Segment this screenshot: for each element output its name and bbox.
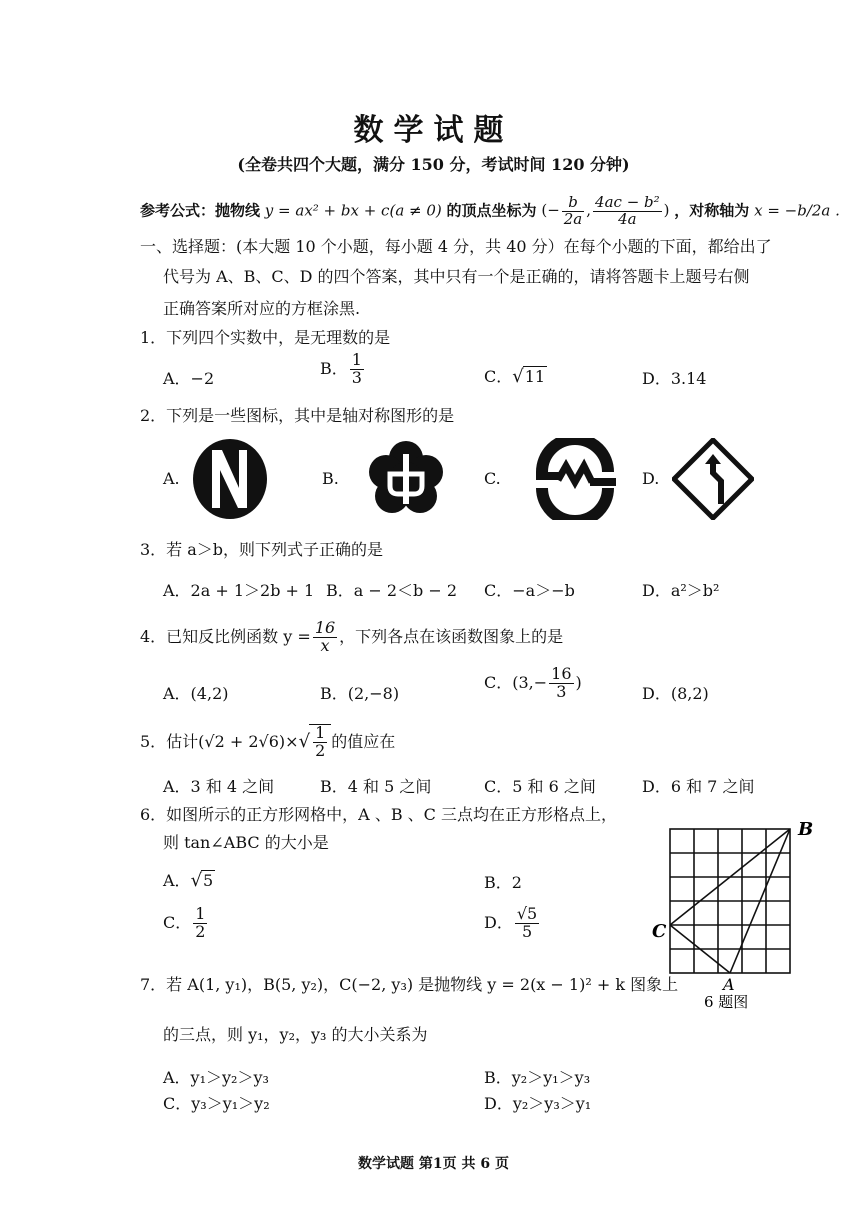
- q4-stem: [140, 620, 563, 655]
- q4-option-a: A．(4,2): [163, 684, 229, 703]
- formula-prefix: 参考公式：抛物线: [140, 201, 261, 220]
- q4-stem-post: ，下列各点在该函数图象上的是: [339, 626, 564, 646]
- q4-c-numerator: 16: [551, 664, 572, 683]
- section-heading-line3: 正确答案所对应的方框涂黑.: [163, 299, 361, 318]
- q3-option-a: A．2a + 1＞2b + 1: [163, 581, 315, 600]
- q6-option-c-label: C．: [163, 912, 192, 932]
- q1-option-a: A．−2: [163, 369, 215, 388]
- q6-d-numerator: √5: [516, 904, 538, 923]
- q2-option-b: B.: [322, 469, 339, 488]
- exam-info: (全卷共四个大题，满分 150 分，考试时间 120 分钟): [237, 155, 630, 174]
- page-footer: 数学试题 第1页 共 6 页: [358, 1156, 509, 1172]
- q2-option-a: A.: [163, 469, 180, 488]
- metro-logo-icon: [532, 438, 618, 520]
- grid-lines: [670, 829, 790, 973]
- q6-option-a: A．√5: [163, 870, 214, 891]
- page-title: 数学试题: [353, 113, 514, 148]
- q5-stem-post: 的值应在: [331, 731, 396, 751]
- q5-option-b: B．4 和 5 之间: [320, 777, 432, 796]
- point-a-label: A: [723, 975, 735, 994]
- q3-option-c: C．−a＞−b: [484, 581, 575, 600]
- formula-vertex-text: 的顶点坐标为: [446, 201, 537, 220]
- point-c-label: C: [652, 921, 667, 942]
- q6-option-b: B．2: [484, 873, 522, 892]
- figure-caption: 6 题图: [704, 993, 749, 1011]
- q4-numerator: 16: [314, 618, 336, 637]
- q6-c-numerator: 1: [195, 904, 206, 923]
- q6-stem-line1: 6．如图所示的正方形网格中，A 、B 、C 三点均在正方形格点上，: [140, 805, 617, 824]
- q4-c-post: ): [575, 672, 582, 692]
- q1-option-c-label: C．: [484, 367, 513, 386]
- q5-option-a: A．3 和 4 之间: [163, 777, 275, 796]
- q2-option-d: D.: [642, 469, 660, 488]
- q4-c-denominator: 3: [556, 681, 567, 701]
- q5-stem-pre: 5．估计(√2 + 2√6)×: [140, 731, 299, 751]
- q6-option-d-label: D．: [484, 912, 513, 932]
- q1-stem: 1．下列四个实数中，是无理数的是: [140, 328, 391, 347]
- q7-option-b: B．y₂＞y₁＞y₃: [484, 1068, 591, 1087]
- q2-stem: 2．下列是一些图标，其中是轴对称图形的是: [140, 406, 455, 425]
- formula-axis-text: ，对称轴为: [674, 201, 750, 220]
- q4-denominator: x: [320, 635, 330, 655]
- q6-option-d: [484, 906, 541, 941]
- q5-numerator: 1: [315, 723, 326, 742]
- q2-option-c: C.: [484, 469, 501, 488]
- q6-d-denominator: 5: [521, 921, 533, 941]
- q4-option-c: [484, 666, 582, 701]
- q1-option-b-label: B．: [320, 358, 348, 378]
- section-heading-line2: 代号为 A、B、C、D 的四个答案，其中只有一个是正确的，请将答题卡上题号右侧: [163, 267, 750, 286]
- q3-option-b: B．a − 2＜b − 2: [326, 581, 458, 600]
- q7-option-d: D．y₂＞y₃＞y₁: [484, 1094, 592, 1113]
- point-b-label: B: [798, 819, 814, 840]
- n-circle-icon: [192, 438, 268, 520]
- q5-option-d: D．6 和 7 之间: [642, 777, 755, 796]
- flower-emblem-icon: [368, 440, 444, 518]
- q5-denominator: 2: [315, 740, 326, 760]
- q6-stem-line2: 则 tan∠ABC 的大小是: [163, 833, 329, 852]
- q6-option-c: [163, 906, 209, 941]
- q3-option-d: D．a²＞b²: [642, 581, 720, 600]
- q7-option-c: C．y₃＞y₁＞y₂: [163, 1094, 270, 1113]
- q5-option-c: C．5 和 6 之间: [484, 777, 596, 796]
- q1-c-radicand: 11: [524, 367, 546, 386]
- vertex-expression: (− $\frac{b}{2a}$ , $\frac{\text{4ac − b²}}{4a}$ ): [541, 193, 670, 228]
- q6-option-a-label: A．: [163, 871, 191, 890]
- q7-option-a: A．y₁＞y₂＞y₃: [163, 1068, 269, 1087]
- q7-stem-line2: 的三点，则 y₁，y₂，y₃ 的大小关系为: [163, 1025, 428, 1044]
- q1-b-denominator: 3: [351, 367, 362, 387]
- q4-option-b: B．(2,−8): [320, 684, 400, 703]
- q4-option-d: D．(8,2): [642, 684, 709, 703]
- road-sign-icon: [672, 438, 754, 520]
- q5-stem: 5．估计(√2 + 2√6)×√ $\frac{1}{2}$ 的值应在: [140, 723, 396, 760]
- q7-stem-line1: 7．若 A(1, y₁)，B(5, y₂)，C(−2, y₃) 是抛物线 y = 2(x − 1)² + k 图象上: [140, 975, 679, 994]
- q1-b-numerator: 1: [351, 350, 362, 369]
- section-heading-line1: 一、选择题：(本大题 10 个小题，每小题 4 分，共 40 分）在每个小题的下面，都给出了: [140, 237, 772, 256]
- q3-stem: 3．若 a＞b，则下列式子正确的是: [140, 540, 384, 559]
- formula-axis-eq: x = −b/2a .: [754, 201, 840, 220]
- q1-option-d: D．3.14: [642, 369, 707, 388]
- q6-a-radicand: 5: [203, 871, 214, 890]
- reference-formula: [140, 195, 840, 228]
- q4-c-pre: C．(3,−: [484, 672, 548, 692]
- q1-option-c: C．√11: [484, 366, 546, 387]
- q6-c-denominator: 2: [195, 921, 206, 941]
- formula-equation: y = ax² + bx + c(a ≠ 0): [264, 201, 442, 220]
- q4-stem-pre: 4．已知反比例函数 y =: [140, 626, 311, 646]
- q1-option-b: [320, 352, 366, 387]
